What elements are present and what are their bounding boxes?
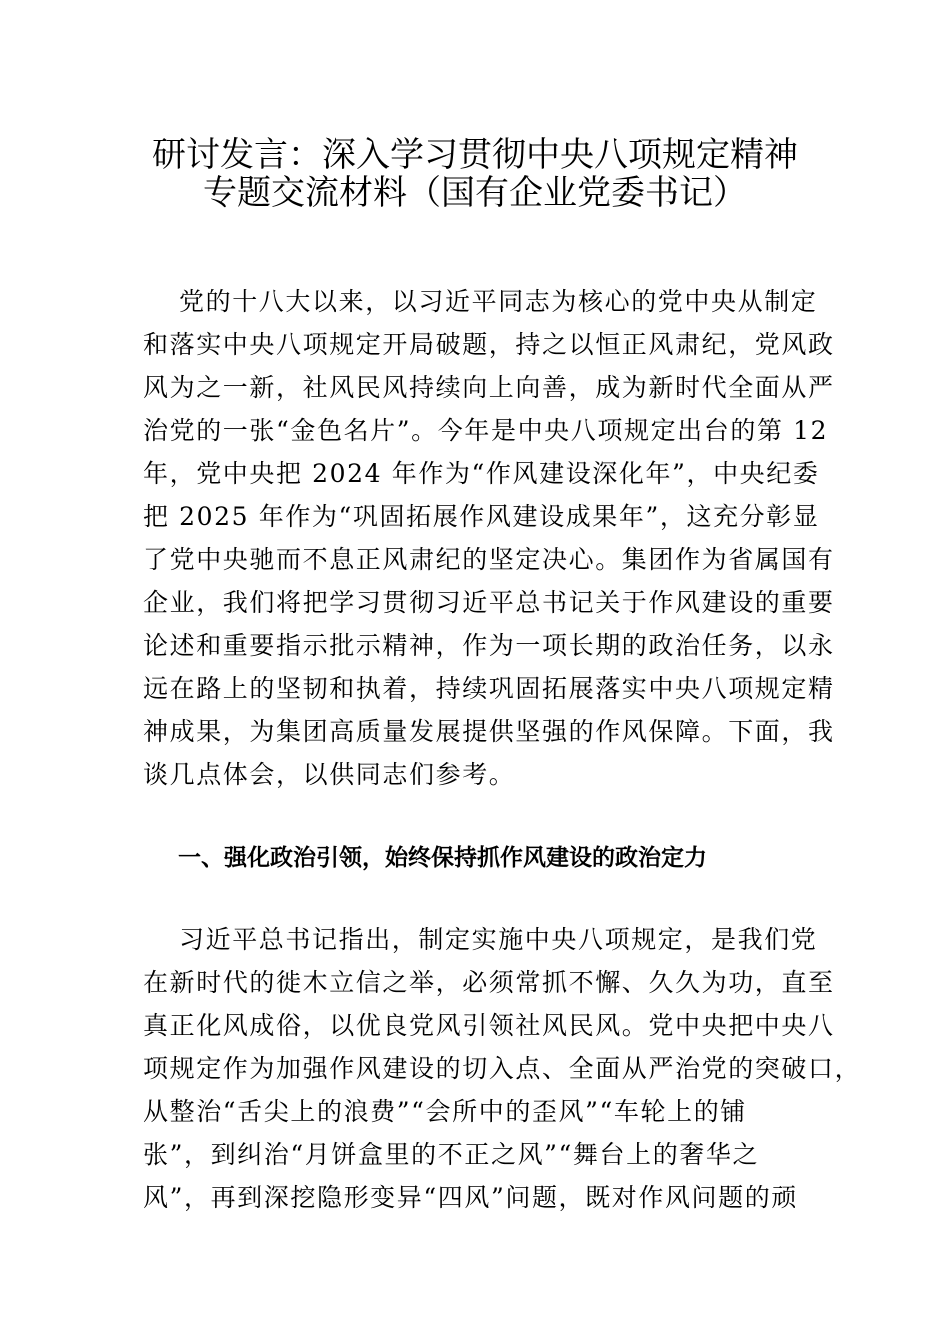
paragraph-line: 党的十八大以来，以习近平同志为核心的党中央从制定 <box>179 287 818 316</box>
section-heading-1: 一、强化政治引领，始终保持抓作风建设的政治定力 <box>178 845 707 871</box>
paragraph-line: 治党的一张“金色名片”。今年是中央八项规定出台的第 12 <box>143 416 829 445</box>
paragraph-line: 张”，到纠治“月饼盒里的不正之风”“舞台上的奢华之 <box>143 1140 760 1169</box>
paragraph-line: 企业，我们将把学习贯彻习近平总书记关于作风建设的重要 <box>143 588 835 617</box>
paragraph-line: 真正化风成俗，以优良党风引领社风民风。党中央把中央八 <box>143 1011 835 1040</box>
paragraph-line: 神成果，为集团高质量发展提供坚强的作风保障。下面，我 <box>143 717 835 746</box>
paragraph-line: 风为之一新，社风民风持续向上向善，成为新时代全面从严 <box>143 373 835 402</box>
paragraph-line: 项规定作为加强作风建设的切入点、全面从严治党的突破口， <box>143 1054 862 1083</box>
paragraph-line: 在新时代的徙木立信之举，必须常抓不懈、久久为功，直至 <box>143 968 835 997</box>
paragraph-section-1 <box>143 918 862 1219</box>
document-title-line-1: 研讨发言：深入学习贯彻中央八项规定精神 <box>152 135 798 175</box>
paragraph-line: 了党中央驰而不息正风肃纪的坚定决心。集团作为省属国有 <box>143 545 835 574</box>
paragraph-line: 谈几点体会，以供同志们参考。 <box>143 760 516 789</box>
paragraph-line: 从整治“舌尖上的浪费”“会所中的歪风”“车轮上的铺 <box>143 1097 747 1126</box>
document-title-line-2: 专题交流材料（国有企业党委书记） <box>203 173 747 213</box>
paragraph-line: 论述和重要指示批示精神，作为一项长期的政治任务，以永 <box>143 631 835 660</box>
paragraph-line: 和落实中央八项规定开局破题，持之以恒正风肃纪，党风政 <box>143 330 835 359</box>
paragraph-line: 年，党中央把 2024 年作为“作风建设深化年”，中央纪委 <box>143 459 820 488</box>
paragraph-line: 远在路上的坚韧和执着，持续巩固拓展落实中央八项规定精 <box>143 674 835 703</box>
paragraph-line: 风”，再到深挖隐形变异“四风”问题，既对作风问题的顽 <box>143 1183 798 1212</box>
paragraph-line: 习近平总书记指出，制定实施中央八项规定，是我们党 <box>179 925 818 954</box>
paragraph-intro <box>143 280 835 796</box>
paragraph-line: 把 2025 年作为“巩固拓展作风建设成果年”，这充分彰显 <box>143 502 820 531</box>
